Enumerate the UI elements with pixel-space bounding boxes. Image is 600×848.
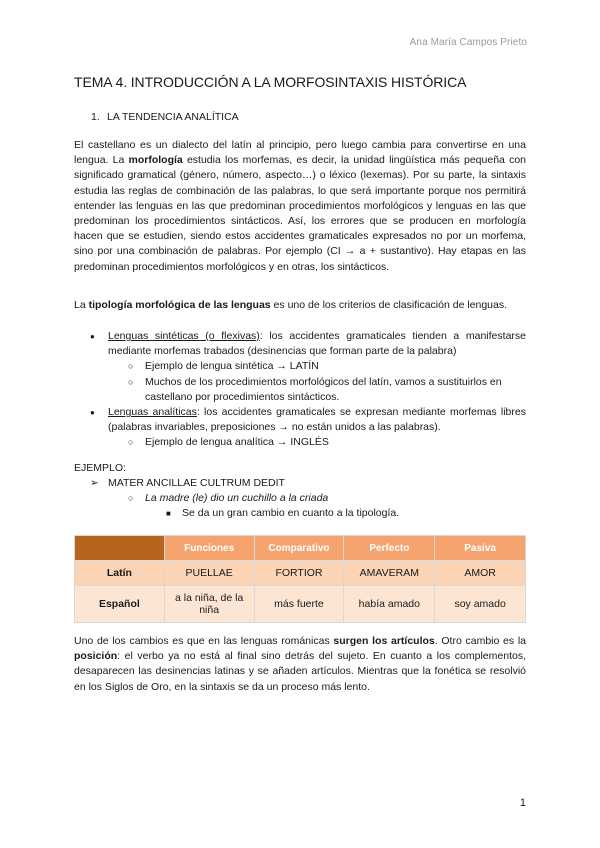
table-cell: AMAVERAM [344, 561, 435, 586]
section-label: LA TENDENCIA ANALÍTICA [107, 111, 239, 123]
circle-bullet-icon: ○ [128, 376, 134, 387]
table-row-label: Español [75, 586, 165, 623]
translation-text: La madre (le) dio un cuchillo a la criada [145, 492, 329, 505]
table-row-label: Latín [75, 561, 165, 586]
list-item-analytic [74, 405, 526, 435]
square-bullet-icon: ■ [166, 509, 171, 519]
table-cell: más fuerte [254, 586, 344, 623]
example-label: EJEMPLO: [74, 462, 126, 474]
table-cell: soy amado [435, 586, 526, 623]
note-text: Se da un gran cambio en cuanto a la tipología. [182, 507, 400, 520]
list-item-synthetic [74, 329, 526, 359]
list-subitem [74, 435, 526, 450]
list-text: Ejemplo de lengua analítica → INGLÉS [145, 436, 329, 449]
paragraph-typology [74, 298, 526, 313]
bold-term: posición [74, 650, 118, 663]
table-cell: FORTIOR [254, 561, 344, 586]
circle-bullet-icon: ○ [128, 437, 134, 448]
list-subitem [74, 359, 526, 374]
comparison-table [74, 535, 526, 623]
list-text: Muchos de los procedimientos morfológicos del latín, vamos a sustituirlos en castellano por procedimientos sintácticos. [145, 375, 502, 403]
table-header-cell: Funciones [164, 536, 254, 561]
bold-term: surgen los artículos [333, 635, 435, 647]
example-latin [74, 476, 526, 491]
circle-bullet-icon: ○ [128, 361, 134, 372]
table-cell: AMOR [435, 561, 526, 586]
table-row [75, 561, 526, 586]
table-cell: a la niña, de la niña [164, 586, 254, 623]
list-text: Ejemplo de lengua sintética → LATÍN [145, 360, 319, 373]
list-text: : los accidentes gramaticales tienden a manifestarse mediante morfemas trabados (desinencias que forman parte de la palabra) [108, 330, 526, 358]
bold-term: tipología morfológica de las lenguas [88, 299, 271, 311]
table-row [75, 586, 526, 623]
table-header-cell [75, 536, 165, 561]
paragraph-text: El castellano es un dialecto del latín al principio, pero luego cambia para convertirse en una lengua. La [74, 139, 526, 167]
paragraph-text: : el verbo ya no está al final sino detrás del sujeto. En cuanto a los complementos, desaparecen las desinencias latinas y se añaden artículos. Mientras que la fonética se resolvió en los Siglos de Oro, en la sintaxis se da un proceso más lento. [74, 650, 526, 693]
page-number: 1 [519, 797, 526, 809]
latin-sentence: MATER ANCILLAE CULTRUM DEDIT [108, 477, 285, 489]
typology-list [74, 329, 526, 451]
bullet-icon: ● [90, 332, 95, 341]
example-translation [74, 491, 526, 506]
list-subitem [74, 375, 526, 405]
table-header-cell: Perfecto [344, 536, 435, 561]
paragraph-text: estudia los morfemas, es decir, la unidad lingüística más pequeña con significado gramatical (género, número, aspecto…) o léxico (lexemas). Por su parte, la sintaxis estudia las reglas de combinación de las palabras, lo que será importante porque nos permitirá entender las lenguas en las que predominan procedimientos morfológicos y lenguas en las que predominan los procedimientos sintácticos. Así, los errores que se producen en morfología hacen que se estudien, siendo estos accidentes gramaticales expresados no por un morfema, sino por una combinación de palabras. Por ejemplo (CI → a + sustantivo). Hay etapas en las predominan procedimientos morfológicos y en otras, los sintácticos. [74, 154, 526, 273]
paragraph-text: es uno de los criterios de clasificación de lenguas. [270, 299, 508, 311]
example-list [74, 476, 526, 522]
table-header-cell: Comparativo [254, 536, 344, 561]
table-cell: PUELLAE [164, 561, 254, 586]
list-text: : los accidentes gramaticales se expresan mediante morfemas libres (palabras invariables, preposiciones → no están unidos a las palabras). [108, 406, 526, 434]
bold-term: morfología [128, 154, 183, 167]
paragraph-text: . Otro cambio es la [434, 635, 526, 647]
list-term: Lenguas analíticas [108, 406, 197, 419]
paragraph-intro [74, 138, 526, 275]
paragraph-text: Uno de los cambios es que en las lenguas románicas [74, 635, 334, 647]
table-header-cell: Pasiva [435, 536, 526, 561]
author-header: Ana María Campos Prieto [409, 37, 527, 48]
bullet-icon: ● [90, 408, 95, 418]
section-heading [91, 111, 239, 123]
arrow-bullet-icon: ➢ [90, 477, 99, 489]
circle-bullet-icon: ○ [128, 493, 134, 504]
paragraph-text: La [74, 299, 89, 311]
table-header-row [75, 536, 526, 561]
table-cell: había amado [344, 586, 435, 623]
section-number: 1. [91, 111, 100, 123]
paragraph-changes [74, 634, 526, 695]
list-term: Lenguas sintéticas (o flexivas) [108, 330, 260, 342]
example-note [74, 506, 526, 521]
page-title: TEMA 4. INTRODUCCIÓN A LA MORFOSINTAXIS HISTÓRICA [74, 74, 467, 90]
